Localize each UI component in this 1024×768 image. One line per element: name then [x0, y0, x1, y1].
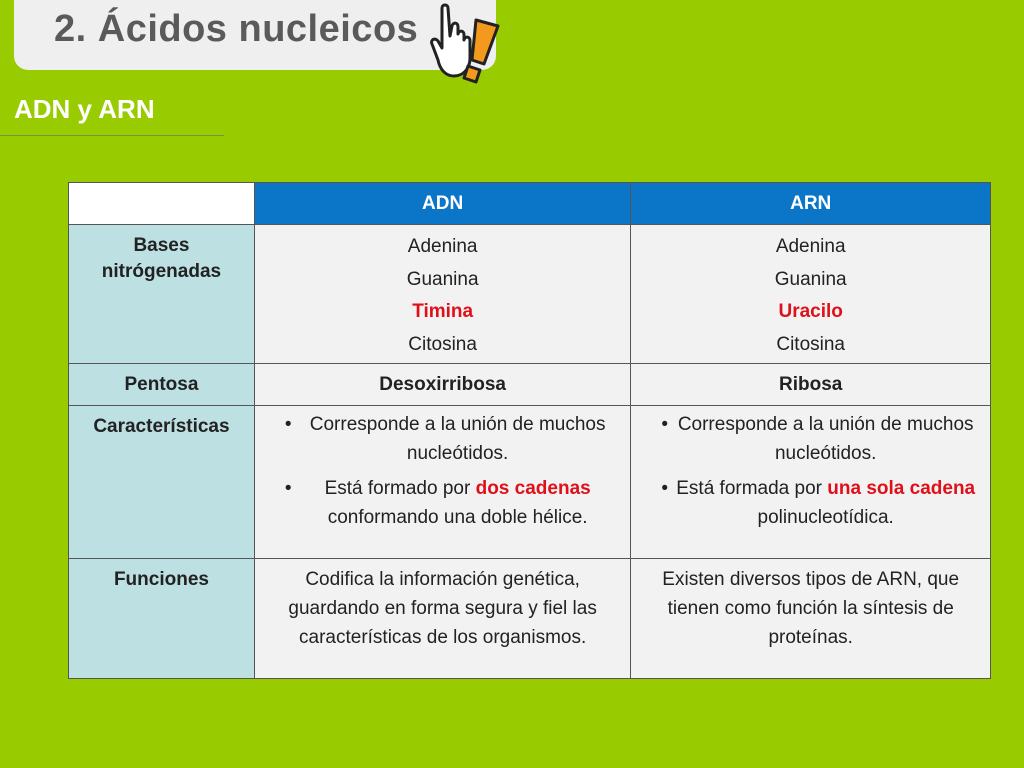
- bullet-item: [649, 474, 976, 532]
- table-row-caracteristicas: [69, 406, 991, 559]
- adn-pentosa-cell: Desoxirribosa: [254, 364, 630, 406]
- arn-pentosa-cell: Ribosa: [631, 364, 991, 406]
- list-item: Citosina: [408, 333, 477, 355]
- comparison-table: [68, 182, 991, 679]
- bullet-item: • Corresponde a la unión de muchos nucleótidos.: [273, 410, 616, 468]
- table-row-bases: [69, 225, 991, 364]
- title-banner: [14, 0, 496, 70]
- highlight-text: dos cadenas: [475, 478, 591, 499]
- list-item-highlight: Uracilo: [778, 301, 843, 322]
- list-item: Adenina: [407, 236, 478, 257]
- table-row-pentosa: [69, 364, 991, 406]
- row-label-bases: Bases nitrógenadas: [69, 225, 255, 364]
- subtitle-underline: [0, 135, 224, 136]
- table-row-funciones: [69, 559, 991, 679]
- row-label-pentosa: Pentosa: [69, 364, 255, 406]
- pointing-hand-exclamation-icon: [428, 0, 508, 86]
- row-label-funciones: Funciones: [69, 559, 255, 679]
- arn-caracteristicas-cell: [631, 406, 991, 559]
- bullet-text: conformando una doble hélice.: [327, 507, 588, 528]
- list-item: Guanina: [406, 268, 479, 290]
- adn-caracteristicas-cell: [254, 406, 630, 559]
- list-item: Guanina: [774, 268, 847, 290]
- arn-bases-cell: [631, 225, 991, 364]
- column-header-adn: ADN: [254, 183, 630, 225]
- highlight-text: una sola cadena: [827, 478, 976, 499]
- list-item-highlight: Timina: [412, 301, 474, 322]
- column-header-arn: ARN: [631, 183, 991, 225]
- adn-bases-cell: [254, 225, 630, 364]
- adn-funciones-cell: Codifica la información genética, guardando en forma segura y fiel las características de los organismos.: [254, 559, 630, 679]
- bullet-item: • Corresponde a la unión de muchos nucleótidos.: [649, 410, 976, 468]
- list-item: Citosina: [776, 333, 846, 355]
- section-subtitle: ADN y ARN: [14, 94, 155, 124]
- table-corner-cell: [69, 183, 255, 225]
- page-title: 2. Ácidos nucleicos: [54, 8, 419, 50]
- table-header-row: [69, 183, 991, 225]
- bullet-text: Está formado por: [324, 478, 476, 499]
- arn-funciones-cell: Existen diversos tipos de ARN, que tienen como función la síntesis de proteínas.: [631, 559, 991, 679]
- bullet-text: polinucleotídica.: [757, 507, 894, 528]
- list-item: Adenina: [775, 236, 846, 257]
- bullet-text: Está formada por: [676, 478, 828, 499]
- row-label-caracteristicas: Características: [69, 406, 255, 559]
- bullet-item: [273, 474, 616, 532]
